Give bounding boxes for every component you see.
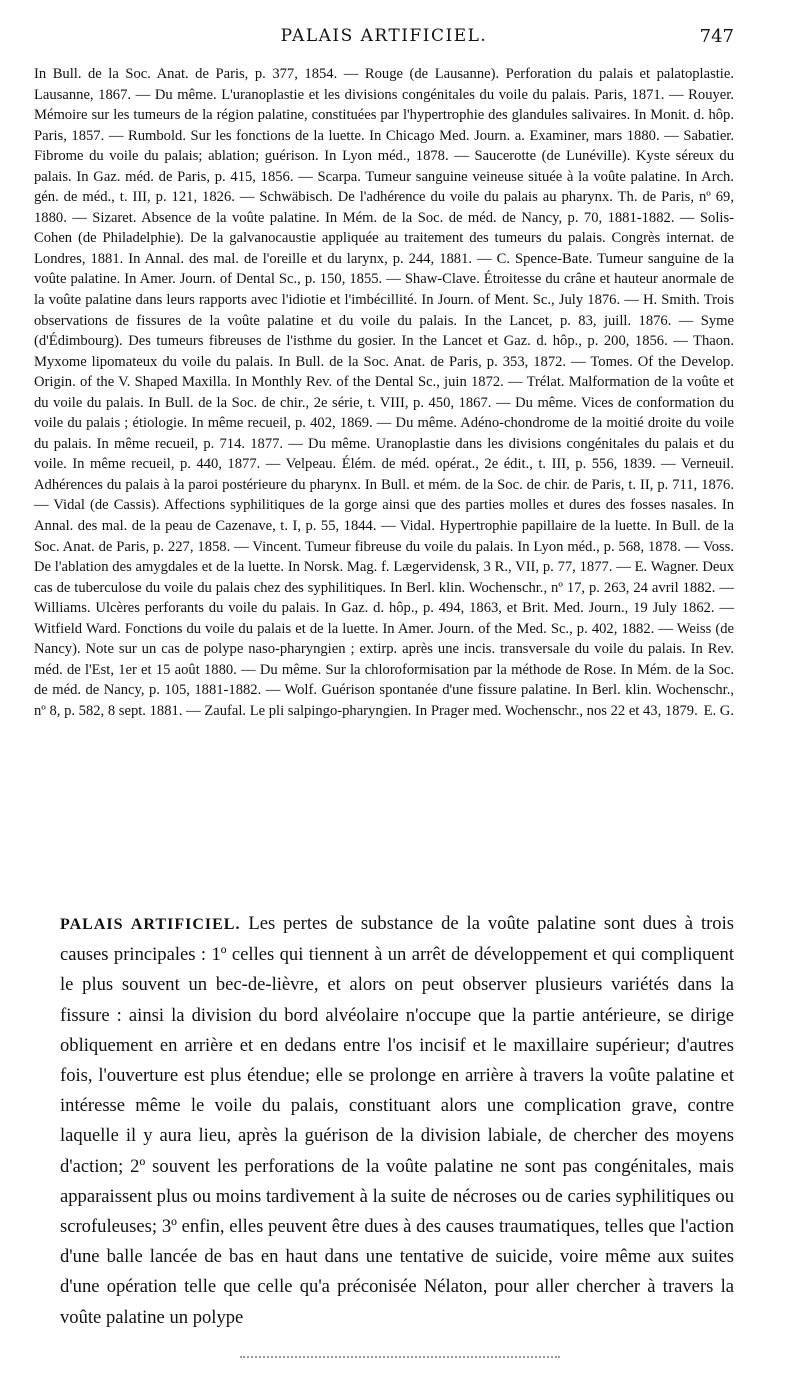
bibliography-text (34, 64, 734, 722)
running-header (34, 26, 734, 52)
running-title: PALAIS ARTIFICIEL. (280, 26, 488, 46)
article-paragraph (60, 909, 734, 1333)
footer-rule (240, 1356, 560, 1362)
page-number: 747 (699, 26, 734, 47)
article-text: Les pertes de substance de la voûte palatine sont dues à trois causes principales : 1º celles qui tiennent à un arrêt de développement et qui compliquent le plus souvent un bec-de-lièvre, et alors on peut observer plusieurs variétés dans la fissure : ainsi la division du bord alvéolaire n'occupe que la partie antérieure, se dirige obliquement en arrière et en dedans entre l'os incisif et le maxillaire supérieur; d'autres fois, l'ouverture est plus étendue; elle se prolonge en arrière à travers la voûte palatine et intéresse même le voile du palais, constituant alors une complication grave, contre laquelle il y aura lieu, après la guérison de la division labiale, de chercher des moyens d'action; 2º souvent les perforations de la voûte palatine ne sont pas congénitales, mais apparaissent plus ou moins tardivement à la suite de nécroses ou de caries syphilitiques ou scrofuleuses; 3º enfin, elles peuvent être dues à des causes traumatiques, telles que l'action d'une balle lancée de bas en haut dans une tentative de suicide, voire même aux suites d'une opération telle que celle qu'a préconisée Nélaton, pour aller chercher à travers la voûte palatine un polype (60, 913, 734, 1328)
bibliography-block (34, 64, 734, 722)
article-body (60, 909, 734, 1333)
author-signature: E. G. (703, 702, 734, 719)
bibliography-entries: In Bull. de la Soc. Anat. de Paris, p. 377, 1854. — Rouge (de Lausanne). Perforation du palais et palatoplastie. Lausanne, 1867. — Du même. L'uranoplastie et les divisions congénitales du voile du palais. Paris, 1871. — Rouyer. Mémoire sur les tumeurs de la région palatine, constituées par l'hypertrophie des glandules salivaires. In Monit. d. hôp. Paris, 1857. — Rumbold. Sur les fonctions de la luette. In Chicago Med. Journ. a. Examiner, mars 1880. — Sabatier. Fibrome du voile du palais; ablation; guérison. In Lyon méd., 1878. — Saucerotte (de Lunéville). Kyste séreux du palais. In Gaz. méd. de Paris, p. 415, 1856. — Scarpa. Tumeur sanguine veineuse située à la voûte palatine. In Arch. gén. de méd., t. III, p. 121, 1826. — Schwäbisch. De l'adhérence du voile du palais au pharynx. Th. de Paris, nº 69, 1880. — Sizaret. Absence de la voûte palatine. In Mém. de la Soc. de méd. de Nancy, p. 70, 1881-1882. — Solis-Cohen (de Philadelphie). De la galvanocaustie appliquée au traitement des tumeurs du palais. Congrès internat. de Londres, 1881. In Annal. des mal. de l'oreille et du larynx, p. 244, 1881. — C. Spence-Bate. Tumeur sanguine de la voûte palatine. In Amer. Journ. of Dental Sc., p. 150, 1855. — Shaw-Clave. Étroitesse du crâne et hauteur anormale de la voûte palatine dans leurs rapports avec l'idiotie et l'imbécillité. In Journ. of Ment. Sc., July 1876. — H. Smith. Trois observations de fissures de la voûte palatine et du voile du palais. In the Lancet, p. 83, juill. 1876. — Syme (d'Édimbourg). Des tumeurs fibreuses de l'isthme du gosier. In the Lancet et Gaz. d. hôp., p. 200, 1856. — Thaon. Myxome lipomateux du voile du palais. In Bull. de la Soc. Anat. de Paris, p. 353, 1872. — Tomes. Of the Develop. Origin. of the V. Shaped Maxilla. In Monthly Rev. of the Dental Sc., juin 1872. — Trélat. Malformation de la voûte et du voile du palais. In Bull. de la Soc. de chir., 2e série, t. VIII, p. 450, 1867. — Du même. Vices de conformation du voile du palais ; étiologie. In même recueil, p. 402, 1869. — Du même. Adéno-chondrome de la moitié droite du voile du palais. In même recueil, p. 714. 1877. — Du même. Uranoplastie dans les divisions congénitales du palais et du voile. In même recueil, p. 440, 1877. — Velpeau. Élém. de méd. opérat., 2e édit., t. III, p. 556, 1839. — Verneuil. Adhérences du palais à la paroi postérieure du pharynx. In Bull. et mém. de la Soc. de chir. de Paris, t. II, p. 711, 1876. — Vidal (de Cassis). Affections syphilitiques de la gorge ainsi que des parties molles et dures des fosses nasales. In Annal. des mal. de la peau de Cazenave, t. I, p. 55, 1844. — Vidal. Hypertrophie papillaire de la luette. In Bull. de la Soc. Anat. de Paris, p. 227, 1858. — Vincent. Tumeur fibreuse du voile du palais. In Lyon méd., p. 568, 1878. — Voss. De l'ablation des amygdales et de la luette. In Norsk. Mag. f. Lægervidensk, 3 R., VII, p. 77, 1877. — E. Wagner. Deux cas de tuberculose du voile du palais chez des syphilitiques. In Berl. klin. Wochenschr., nº 17, p. 263, 24 avril 1882. — Williams. Ulcères perforants du voile du palais. In Gaz. d. hôp., p. 494, 1863, et Brit. Med. Journ., 19 July 1862. — Witfield Ward. Fonctions du voile du palais et de la luette. In Amer. Journ. of the Med. Sc., p. 402, 1882. — Weiss (de Nancy). Note sur un cas de polype naso-pharyngien ; extirp. après une incis. transversale du voile du palais. In Rev. méd. de l'Est, 1er et 15 août 1880. — Du même. Sur la chloroformisation par la méthode de Rose. In Mém. de la Soc. de méd. de Nancy, p. 105, 1881-1882. — Wolf. Guérison spontanée d'une fissure palatine. In Berl. klin. Wochenschr., nº 8, p. 582, 8 sept. 1881. — Zaufal. Le pli salpingo-pharyngien. In Prager med. Wochenschr., nos 22 et 43, 1879. (34, 66, 734, 719)
article-headword: PALAIS ARTIFICIEL. (60, 916, 241, 933)
